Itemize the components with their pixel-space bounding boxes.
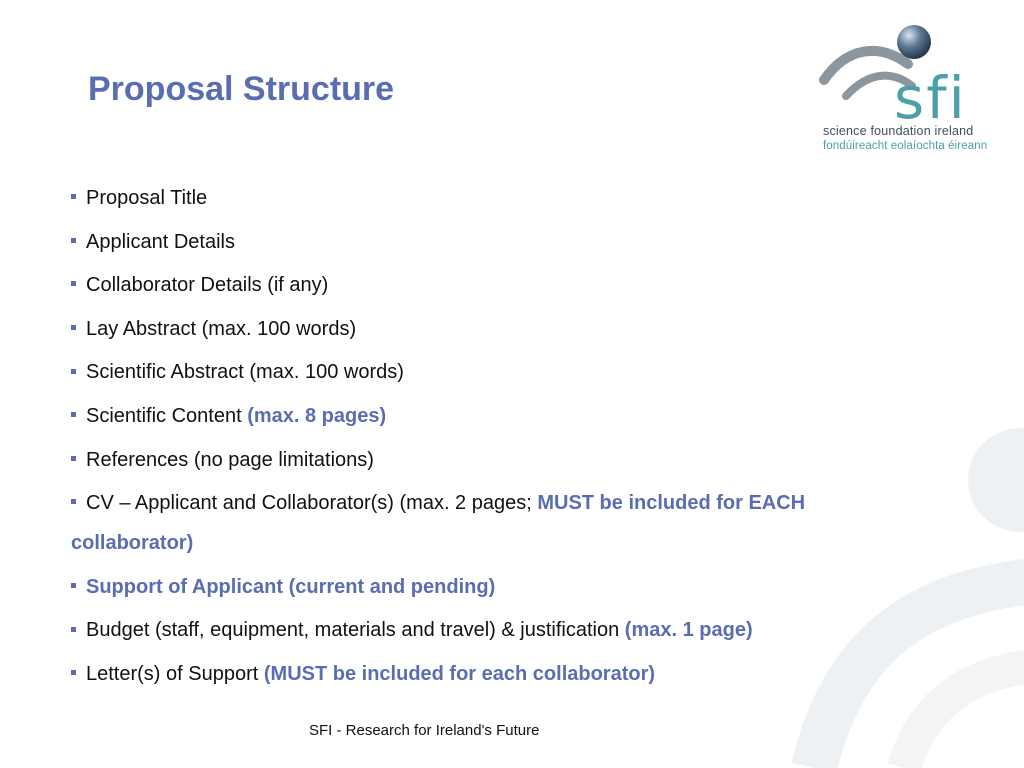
sfi-logo-icon — [816, 20, 1006, 160]
logo-wordmark: sfi — [894, 64, 967, 132]
list-item: Scientific Abstract (max. 100 words) — [71, 352, 911, 392]
bullet-icon — [71, 238, 76, 243]
bullet-icon — [71, 325, 76, 330]
bullet-icon — [71, 627, 76, 632]
list-item: Budget (staff, equipment, materials and travel) & justification (max. 1 page) — [71, 610, 911, 650]
slide-title: Proposal Structure — [88, 70, 395, 108]
bullet-icon — [71, 583, 76, 588]
list-item: Proposal Title — [71, 178, 911, 218]
list-item: Letter(s) of Support (MUST be included for each collaborator) — [71, 654, 911, 694]
bullet-icon — [71, 456, 76, 461]
list-item: CV – Applicant and Collaborator(s) (max. 2 pages; MUST be included for EACH collaborator) — [71, 492, 806, 555]
bullet-icon — [71, 194, 76, 199]
bullet-icon — [71, 369, 76, 374]
bullet-icon — [71, 281, 76, 286]
list-item: Collaborator Details (if any) — [71, 265, 911, 305]
bullet-icon — [71, 499, 76, 504]
bullet-list — [71, 178, 911, 698]
bullet-icon — [71, 670, 76, 675]
logo-name-english: science foundation ireland — [823, 124, 974, 138]
list-item: References (no page limitations) — [71, 440, 911, 480]
logo-name-irish: fondúireacht eolaíochta éireann — [823, 140, 988, 152]
list-item: Support of Applicant (current and pending) — [71, 567, 911, 607]
list-item: Applicant Details — [71, 222, 911, 262]
bullet-icon — [71, 412, 76, 417]
list-item: Scientific Content (max. 8 pages) — [71, 396, 911, 436]
slide-footer: SFI - Research for Ireland's Future — [309, 722, 540, 739]
list-item: Lay Abstract (max. 100 words) — [71, 309, 911, 349]
